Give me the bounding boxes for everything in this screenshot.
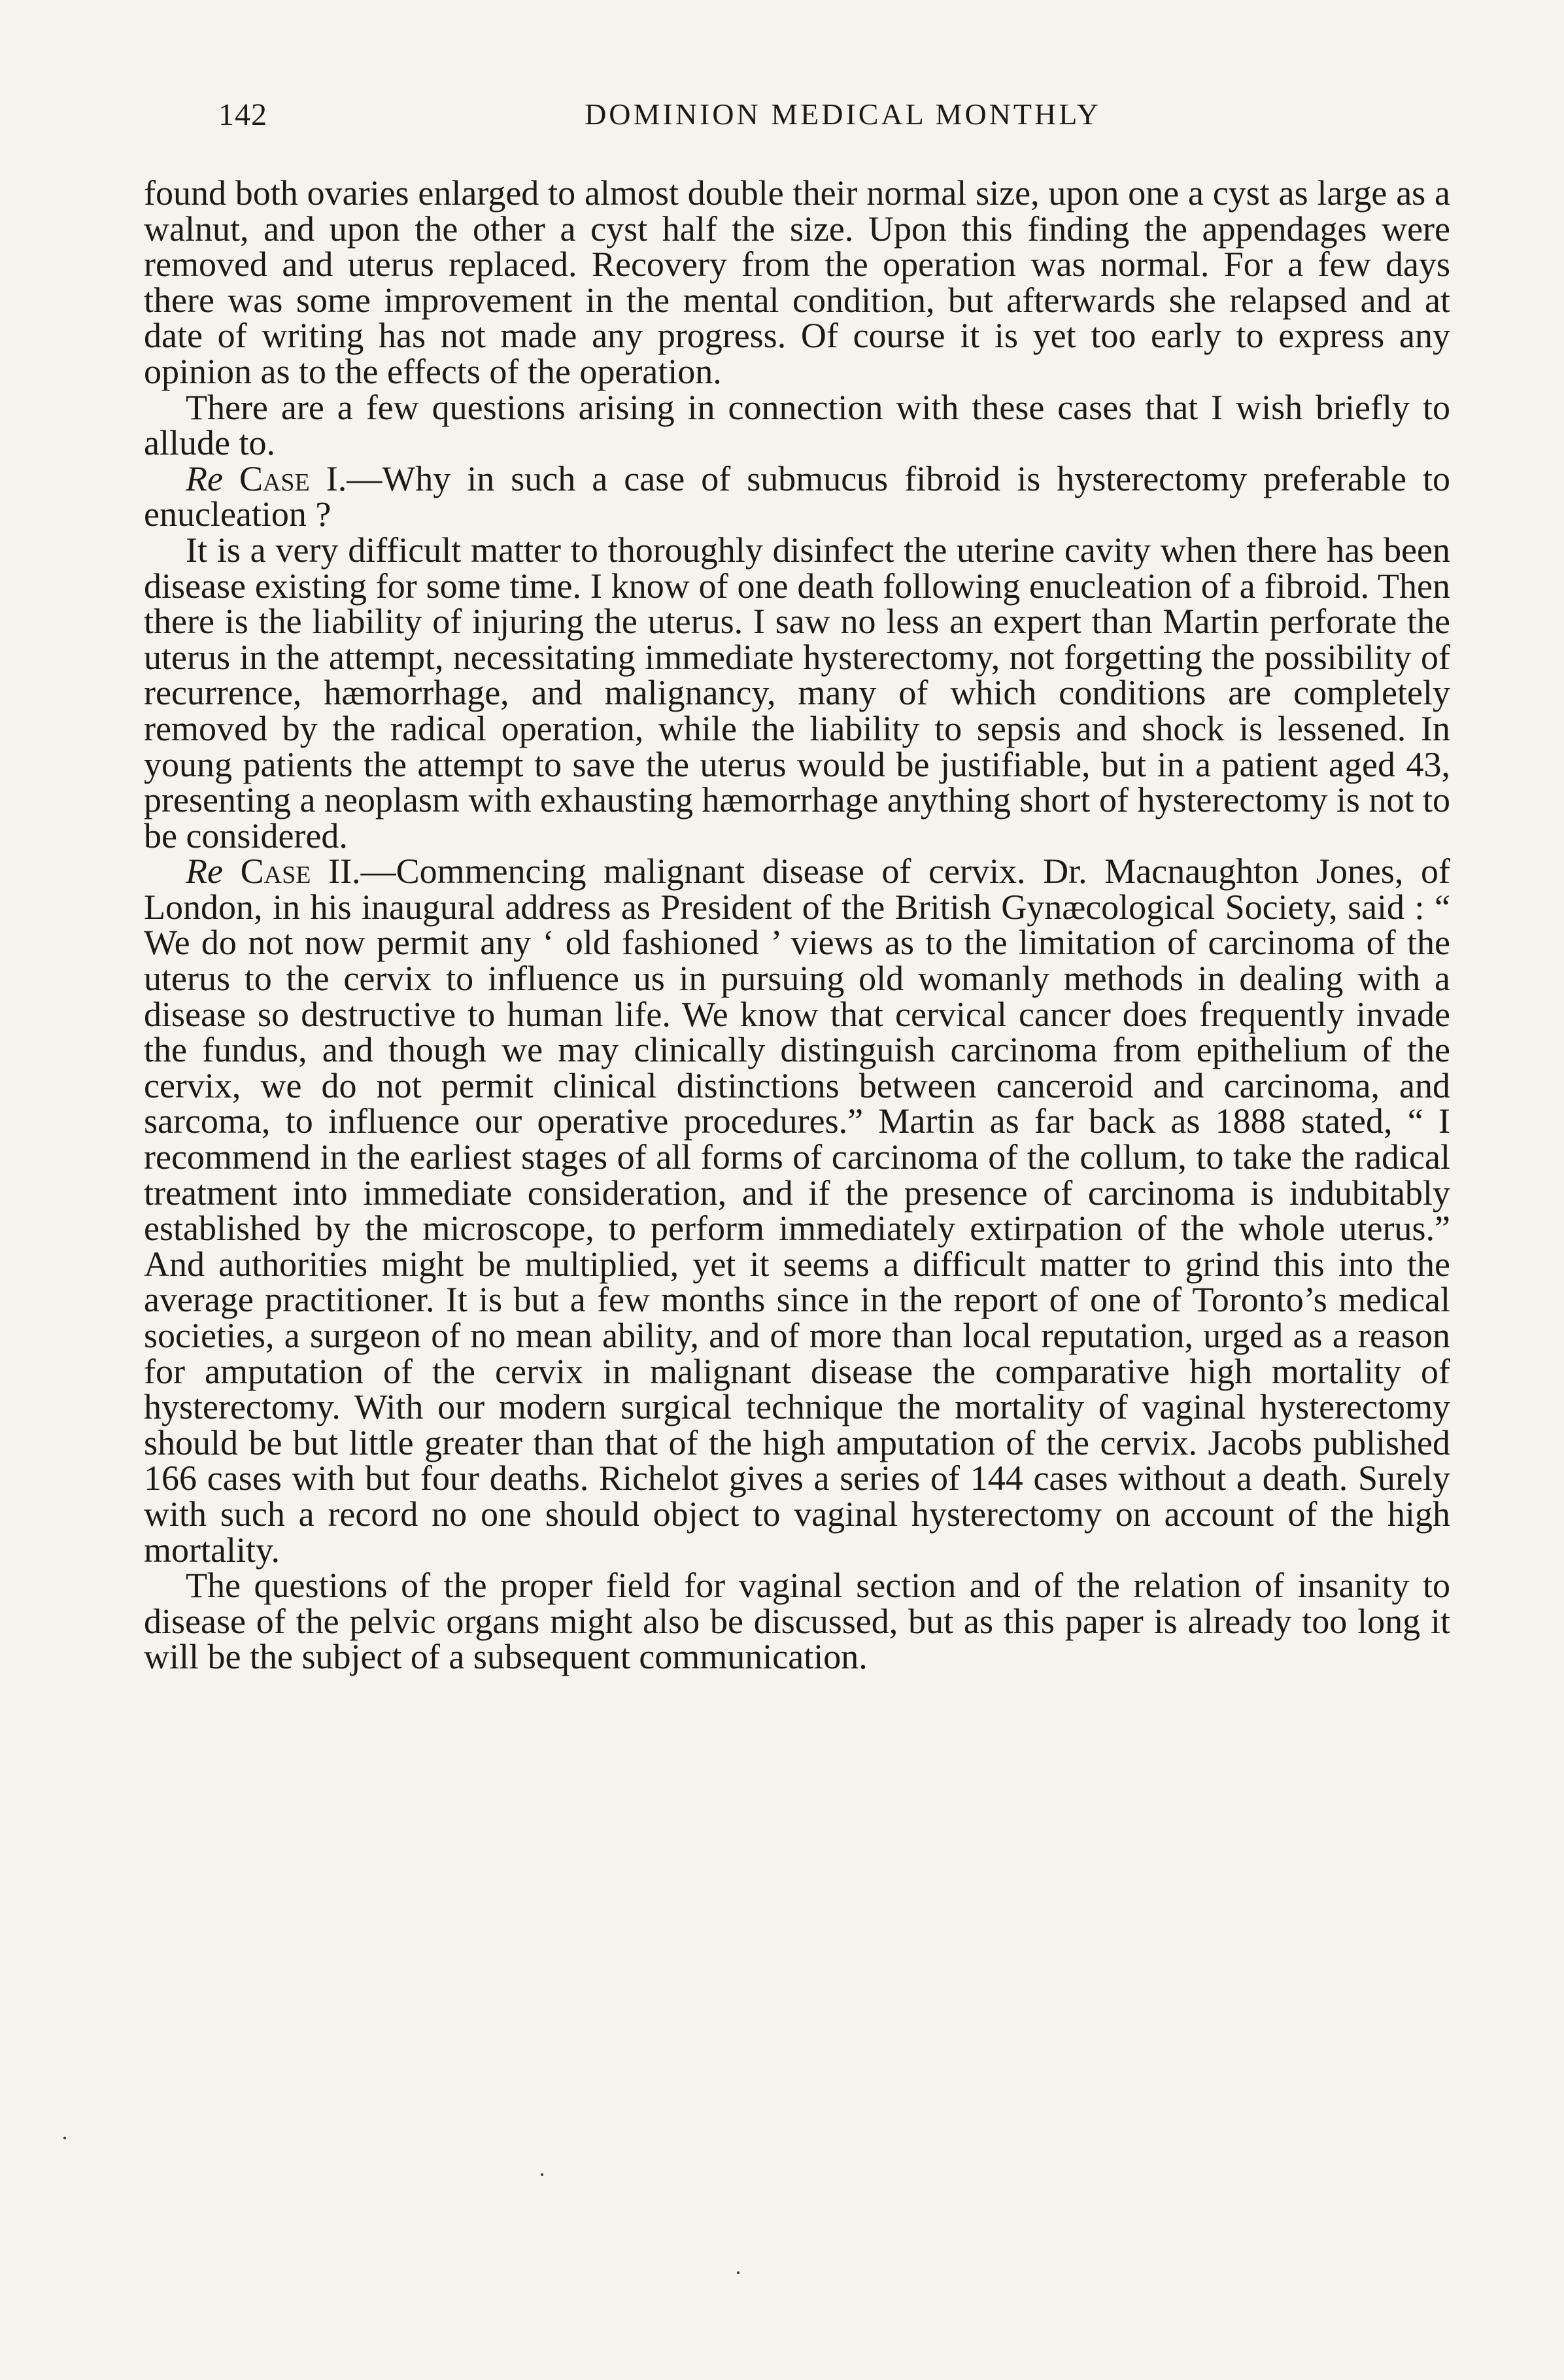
case-label: Case II. <box>240 852 361 891</box>
paragraph-text: There are a few questions arising in connection with these cases that I wish briefly to allude to. <box>144 387 1450 463</box>
paragraph-text: It is a very difficult matter to thoroughly disinfect the uterine cavity when there has been disease existing for some time. I know of one death following enucleation of a fibroid. Then there is the liability of injuring the uterus. I saw no less an expert than Martin perforate the uterus in the attempt, necessitating immediate hysterectomy, not forgetting the possibility of recurrence, hæmorrhage, and malignancy, many of which conditions are completely removed by the radical operation, while the liability to sepsis and shock is lessened. In young patients the attempt to save the uterus would be justifiable, but in a patient aged 43, presenting a neoplasm with exhausting hæmorrhage anything short of hysterectomy is not to be considered. <box>144 530 1450 855</box>
page-number: 142 <box>218 97 267 132</box>
paragraph-case-one-discussion <box>144 532 1450 854</box>
paragraph-text: —Why in such a case of submucus fibroid is hysterectomy preferable to enucleation ? <box>144 458 1450 534</box>
case-label: Case I. <box>239 458 347 498</box>
paragraph-continuation <box>144 175 1450 390</box>
re-prefix: Re <box>186 852 223 891</box>
paragraph-text: The questions of the proper field for vaginal section and of the relation of insanity to disease of the pelvic organs might also be discussed, but as this paper is already too long it will be the subject of a subsequent communication. <box>144 1566 1450 1677</box>
scan-speck <box>737 2271 740 2274</box>
paragraph-text: —Commencing malignant disease of cervix. Dr. Macnaughton Jones, of London, in his inaugural address as President of the British Gynæcological Society, said : “ We do not now permit any ‘ old fashioned ’ views as to the limitation of carcinoma of the uterus to the cervix to influence us in pursuing old womanly methods in dealing with a disease so destructive to human life. We know that cervical cancer does frequently invade the fundus, and though we may clinically distinguish carcinoma from epithelium of the cervix, we do not permit clinical distinctions between canceroid and carcinoma, and sarcoma, to influence our operative procedures.” Martin as far back as 1888 stated, “ I recommend in the earliest stages of all forms of carcinoma of the collum, to take the radical treatment into immediate consideration, and if the presence of carcinoma is indubitably established by the microscope, to perform immediately extirpation of the whole uterus.” And authorities might be multiplied, yet it seems a difficult matter to grind this into the average practitioner. It is but a few months since in the report of one of Toronto’s medical societies, a surgeon of no mean ability, and of more than local reputation, urged as a reason for amputation of the cervix in malignant disease the comparative high mortality of hysterectomy. With our modern surgical technique the mortality of vaginal hysterectomy should be but little greater than that of the high amputation of the cervix. Jacobs published 166 cases with but four deaths. Richelot gives a series of 144 cases without a death. Surely with such a record no one should object to vaginal hysterectomy on account of the high mortality. <box>144 852 1450 1570</box>
paragraph-case-two <box>144 854 1450 1568</box>
running-header <box>218 97 1467 143</box>
re-prefix: Re <box>186 458 223 498</box>
scan-speck <box>63 2137 66 2139</box>
paragraph-case-one-question <box>144 458 1450 534</box>
paragraph-closing <box>144 1568 1450 1675</box>
scan-speck <box>541 2173 543 2176</box>
paragraph-questions-intro <box>144 387 1450 463</box>
journal-title: DOMINION MEDICAL MONTHLY <box>585 97 1101 131</box>
article-body <box>144 175 1450 1675</box>
paragraph-text: found both ovaries enlarged to almost double their normal size, upon one a cyst as large as a walnut, and upon the other a cyst half the size. Upon this finding the appendages were removed and uterus replaced. Recovery from the operation was normal. For a few days there was some improvement in the mental condition, but afterwards she relapsed and at date of writing has not made any progress. Of course it is yet too early to express any opinion as to the effects of the operation. <box>144 173 1450 391</box>
